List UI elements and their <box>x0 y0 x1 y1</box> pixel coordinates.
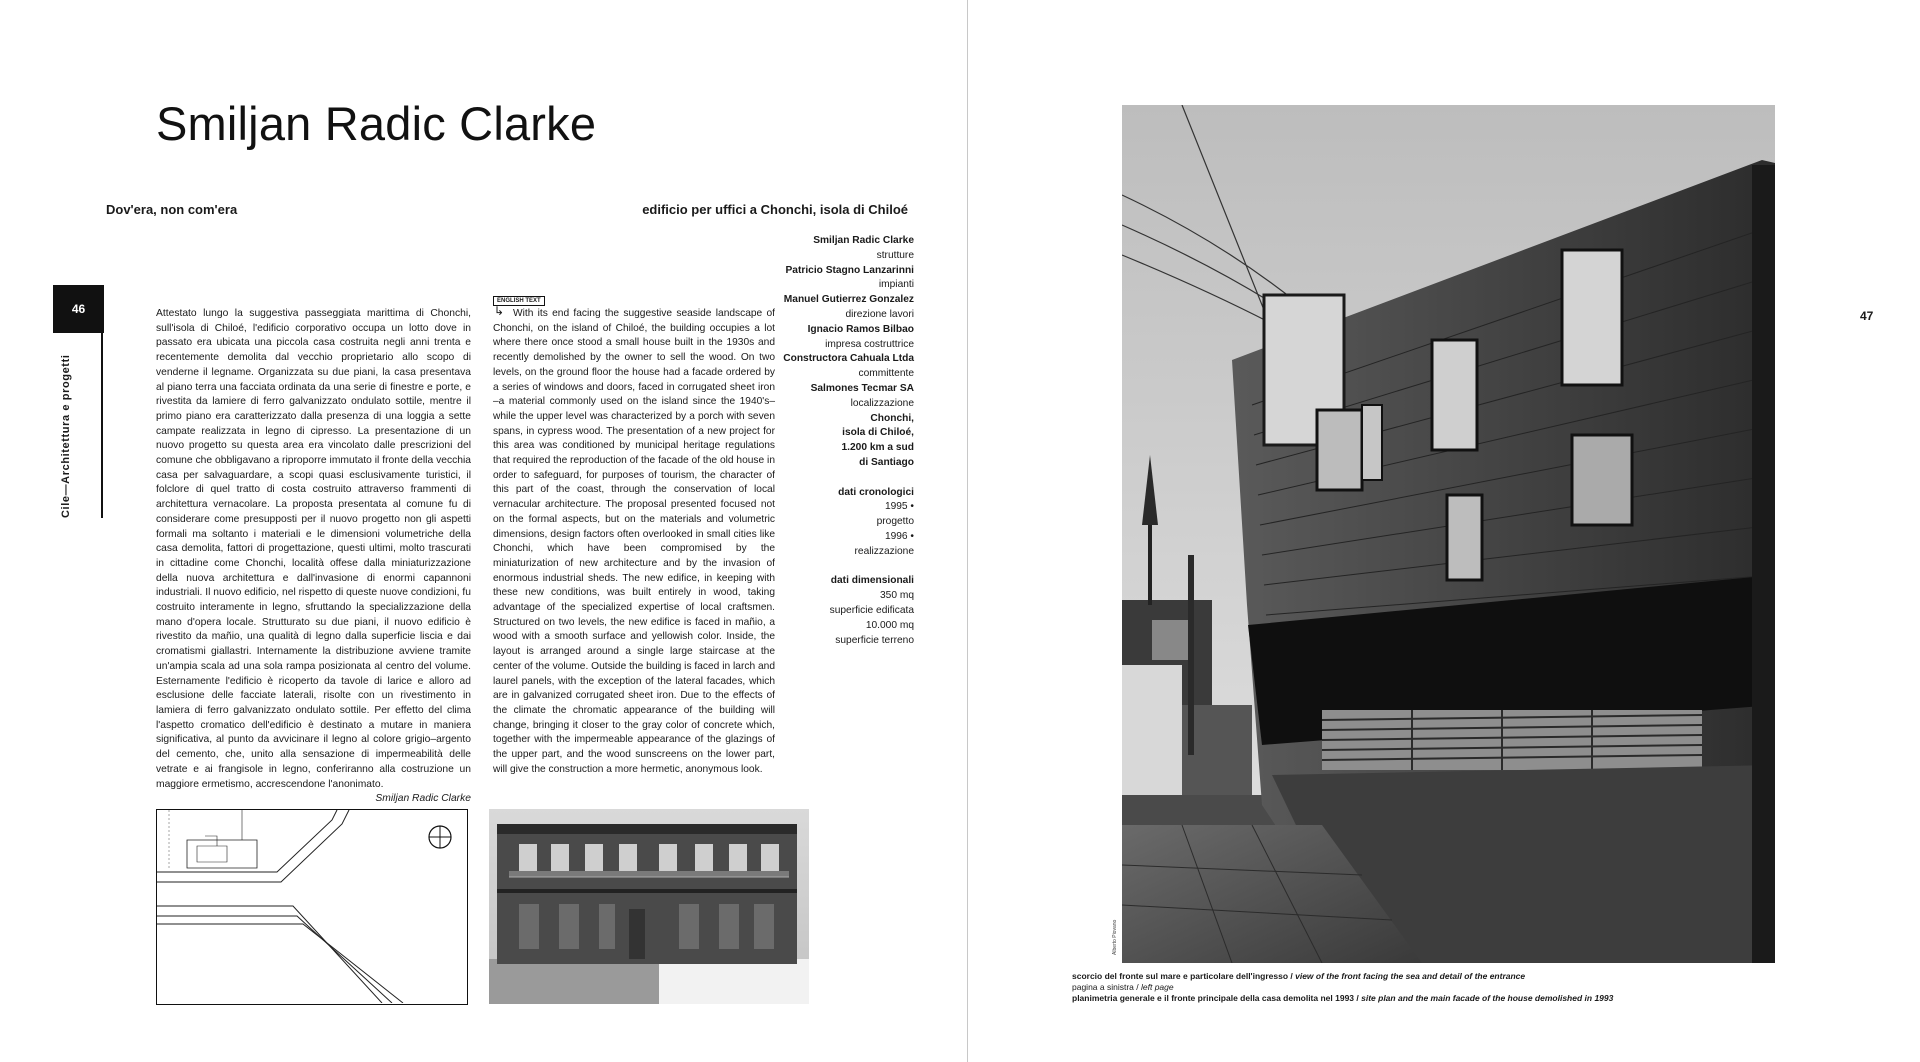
caption-1: scorcio del fronte sul mare e particolare dell'ingresso / view of the front facing the sea and detail of the entrance <box>1072 971 1526 981</box>
italian-text-column <box>156 307 471 807</box>
caption-1-it: scorcio del fronte sul mare e particolare dell'ingresso <box>1072 971 1289 981</box>
dimensional-item: 10.000 mq <box>865 619 914 631</box>
old-house-photo <box>489 809 809 1004</box>
chrono-item: 1995 • <box>884 501 914 513</box>
chrono-item: realizzazione <box>854 545 914 557</box>
credit-role: direzione lavori <box>845 308 914 320</box>
credit-name: Salmones Tecmar SA <box>810 382 914 394</box>
credit-role: committente <box>858 368 914 380</box>
building-photo <box>1122 105 1775 963</box>
caption-2-it: pagina a sinistra <box>1072 982 1134 992</box>
credit-name: Ignacio Ramos Bilbao <box>807 323 914 335</box>
caption-1-en: view of the front facing the sea and detail of the entrance <box>1295 971 1526 981</box>
dimensional-item: superficie edificata <box>829 604 914 616</box>
credit-role: impianti <box>878 279 914 291</box>
page-number-right: 47 <box>1860 309 1874 323</box>
location-line: isola di Chiloé, <box>842 427 914 439</box>
credit-role: strutture <box>876 249 914 261</box>
section-label: Cile—Architettura e progetti <box>60 354 72 518</box>
chrono-item: progetto <box>876 516 914 528</box>
project-credits <box>760 234 914 648</box>
page-number-left: 46 <box>53 285 104 333</box>
location-line: di Santiago <box>859 456 914 468</box>
credit-name: Smiljan Radic Clarke <box>813 235 914 246</box>
page-gutter <box>967 0 968 1062</box>
site-plan-svg <box>157 810 466 1003</box>
dimensional-heading: dati dimensionali <box>830 575 914 587</box>
location-line: Chonchi, <box>870 412 914 424</box>
caption-3: planimetria generale e il fronte principale della casa demolita nel 1993 / site plan and the main facade of the house demolished in 1993 <box>1072 993 1614 1003</box>
chrono-item: 1996 • <box>884 530 914 542</box>
italian-text: Attestato lungo la suggestiva passeggiata marittima di Chonchi, sull'isola di Chiloé, l'edificio corporativo occupa un lotto dove in passato era ubicata una piccola casa costruita negli anni trenta e recentemente demolita dal vecchio proprietario allo scopo di venderne il legname. Organizzata su due piani, la casa presentava al piano terra una facciata ordinata da una serie di finestre e porte, e rivestita da lamiere di ferro galvanizzato ondulato sottile, mentre il primo piano era caratterizzato dalla presenza di una loggia a sette campate realizzata in legno di cipresso. La presentazione di un nuovo progetto su questa area era vincolato dalle prescrizioni del comune che obbligavano a riproporre immutato il fronte della vecchia casa per salvaguardare, a scopi quasi esclusivamente turistici, il folclore di quel tratto di costa costruito attraverso frammenti di architettura vernacolare. La proposta presentata al comune fu di considerare come presupposti per il nuovo progetto non gli aspetti formali ma soltanto i materiali e le dimensioni volumetriche della casa demolita, fattori di progettazione, questi ultimi, molto trascurati in cittadine come Chonchi, località offese dalla miniaturizzazione della nuova architettura e dall'invasione di enormi capannoni industriali. Il nuovo edificio, nel rispetto di queste nuove condizioni, fu costruito interamente in legno, sfruttando la specializzazione della mano d'opera locale. Strutturato su due piani, il nuovo edificio è rivestito da mañio, una qualità di legno dalla superficie liscia e dai cromatismi giallastri. Internamente la distribuzione avviene tramite un'ampia scala ad una sola rampa posizionata al centro del volume. Esternamente l'edificio è ricoperto da tavole di larice e alloro ad esclusione delle facciate laterali, risolte con un rivestimento in lamiera di ferro galvanizzato ondulato sottile. Per effetto del clima l'aspetto cromatico dell'edificio è destinato a mutare in maniera significativa, al punto da avvicinare il legno al colore grigio–argento del cemento, che, unito alla sensazione di impermeabilità delle vetrate e ai frangisole in legno, conferiranno alla costruzione un maggiore ermetismo, accrescendone l'anonimato. <box>156 308 471 790</box>
credit-role: impresa costruttrice <box>825 338 914 350</box>
credit-role: localizzazione <box>850 397 914 409</box>
photo-captions <box>1072 971 1613 1004</box>
credit-name: Constructora Cahuala Ltda <box>783 353 914 365</box>
article-title: Smiljan Radic Clarke <box>156 97 597 150</box>
english-text-tag: ENGLISH TEXT <box>493 296 545 306</box>
credit-name: Manuel Gutierrez Gonzalez <box>783 294 914 306</box>
photo-credit: Alberto Piovano <box>1112 919 1118 955</box>
dimensional-item: superficie terreno <box>835 634 914 646</box>
old-house-photo-svg <box>489 809 809 1004</box>
italian-author: Smiljan Radic Clarke <box>375 793 471 805</box>
article-subtitle: Dov'era, non com'era <box>106 202 238 217</box>
building-photo-svg <box>1122 105 1775 963</box>
caption-2-en: left page <box>1141 982 1174 992</box>
section-rule <box>101 333 103 518</box>
site-plan-drawing <box>156 809 468 1005</box>
credit-name: Patricio Stagno Lanzarinni <box>785 264 914 276</box>
caption-3-en: site plan and the main facade of the house demolished in 1993 <box>1361 993 1614 1003</box>
north-arrow-icon <box>429 826 451 848</box>
caption-3-it: planimetria generale e il fronte principale della casa demolita nel 1993 <box>1072 993 1355 1003</box>
location-line: 1.200 km a sud <box>841 442 914 454</box>
chrono-heading: dati cronologici <box>838 486 914 498</box>
english-text-column: With its end facing the suggestive seaside landscape of Chonchi, on the island of Chiloé, the building occupies a lot where there once stood a small house built in the 1930s and recently demolished by the owner to sell the wood. On two levels, on the ground floor the house had a facade ordered by a series of windows and doors, faced in corrugated sheet iron –a material commonly used on the island since the 1940's– while the upper level was characterized by a porch with seven spans, in cypress wood. The presentation of a new project for this area was conditioned by municipal heritage regulations that required the reproduction of the facade of the old house in order to safeguard, for purposes of tourism, the character of this part of the coast, through the conservation of local vernacular architecture. The proposal presented focused not on the formal aspects, but on the materials and volumetric dimensions, design factors often overlooked in small cities like Chonchi, which have been compromised by the miniaturization of new architecture and by the invasion of enormous industrial sheds. The new edifice, in keeping with these new conditions, was built entirely in wood, taking advantage of the specialized expertise of local craftsmen. Structured on two levels, the new edifice is faced in mañio, a wood with a smooth surface and yellowish color. Inside, the layout is arranged around a single large staircase at the center of the volume. Outside the building is faced in larch and laurel panels, with the exception of the lateral facades, which are in galvanized corrugated sheet iron. Due to the effects of the climate the chromatic appearance of the building will change, bringing it closer to the gray color of concrete which, together with the impermeable appearance of the glazings of the upper part, and the wood sunscreens on the lower part, will give the construction a more hermetic, anonymous look. <box>493 308 775 775</box>
project-heading: edificio per uffici a Chonchi, isola di Chiloé <box>642 202 908 217</box>
dimensional-item: 350 mq <box>880 590 914 602</box>
caption-2: pagina a sinistra / left page <box>1072 982 1174 992</box>
arrow-icon: ↳ <box>494 304 505 318</box>
